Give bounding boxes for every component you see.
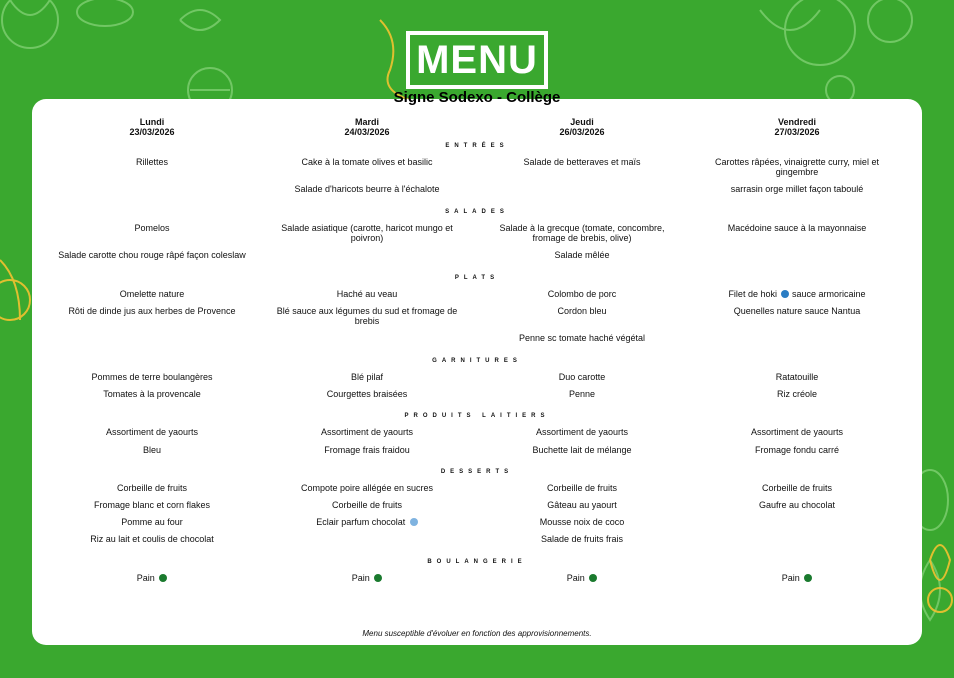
menu-item: Tomates à la provencale xyxy=(103,389,201,399)
menu-item: Penne xyxy=(568,389,596,399)
day-header-vendredi xyxy=(697,117,897,137)
menu-card xyxy=(32,99,922,645)
leaf-badge-icon xyxy=(374,574,382,582)
menu-item-label: Eclair parfum chocolat xyxy=(316,517,406,527)
menu-item: Macédoine sauce à la mayonnaise xyxy=(727,223,867,233)
menu-item-suffix: sauce armoricaine xyxy=(792,289,866,299)
day-date: 26/03/2026 xyxy=(559,127,605,137)
menu-item-pain xyxy=(267,573,467,583)
menu-item: Riz créole xyxy=(776,389,817,399)
section-plats-title: PLATS xyxy=(454,275,500,281)
menu-item-label: Pain xyxy=(136,573,155,583)
menu-item: Rillettes xyxy=(135,157,168,167)
page-subtitle: Signe Sodexo - Collège xyxy=(393,89,561,106)
menu-item: Corbeille de fruits xyxy=(546,483,618,493)
menu-item: Gâteau au yaourt xyxy=(547,500,617,510)
day-name: Mardi xyxy=(354,117,379,127)
menu-item: Salade de betteraves et maïs xyxy=(523,157,641,167)
menu-item: Courgettes braisées xyxy=(326,389,408,399)
day-name: Lundi xyxy=(139,117,165,127)
menu-item-label: Pain xyxy=(351,573,370,583)
menu-item: Corbeille de fruits xyxy=(116,483,188,493)
fish-badge-icon xyxy=(781,290,789,298)
section-salades-title: SALADES xyxy=(445,209,509,215)
menu-item: Bleu xyxy=(142,445,161,455)
section-laitiers-title: PRODUITS LAITIERS xyxy=(404,413,550,419)
section-desserts-title: DESSERTS xyxy=(440,469,514,475)
menu-item: Quenelles nature sauce Nantua xyxy=(733,306,861,316)
day-name: Jeudi xyxy=(570,117,594,127)
menu-item: Corbeille de fruits xyxy=(761,483,833,493)
day-name: Vendredi xyxy=(777,117,816,127)
menu-item-pain xyxy=(697,573,897,583)
menu-item: Salade d'haricots beurre à l'échalote xyxy=(294,184,440,194)
leaf-badge-icon xyxy=(589,574,597,582)
menu-item: Carottes râpées, vinaigrette curry, miel et gingembre xyxy=(715,157,879,177)
menu-item-label: Pain xyxy=(781,573,800,583)
menu-item-pain xyxy=(482,573,682,583)
menu-item: Pommes de terre boulangères xyxy=(91,372,213,382)
section-entrees-title: ENTRÉES xyxy=(445,143,509,149)
menu-item: Riz au lait et coulis de chocolat xyxy=(90,534,214,544)
menu-item: Ratatouille xyxy=(775,372,819,382)
menu-item-label: Filet de hoki xyxy=(728,289,777,299)
menu-item: Omelette nature xyxy=(119,289,185,299)
menu-item: Salade à la grecque (tomate, concombre, fromage de brebis, olive) xyxy=(499,223,665,243)
menu-item-label: Pain xyxy=(566,573,585,583)
menu-item: Pomelos xyxy=(134,223,170,233)
section-boulangerie-title: BOULANGERIE xyxy=(427,559,527,565)
menu-item: Salade mêlée xyxy=(554,250,610,260)
day-date: 27/03/2026 xyxy=(774,127,820,137)
menu-item: Assortiment de yaourts xyxy=(105,427,199,437)
day-header-mardi xyxy=(267,117,467,137)
menu-item: Fromage fondu carré xyxy=(754,445,840,455)
menu-item: sarrasin orge millet façon taboulé xyxy=(730,184,864,194)
leaf-badge-icon xyxy=(804,574,812,582)
menu-item: Penne sc tomate haché végétal xyxy=(518,333,646,343)
menu-item-eclair xyxy=(267,517,467,527)
menu-item: Buchette lait de mélange xyxy=(532,445,632,455)
menu-item: Corbeille de fruits xyxy=(331,500,403,510)
menu-item: Colombo de porc xyxy=(547,289,617,299)
menu-item: Blé sauce aux légumes du sud et fromage de brebis xyxy=(276,306,458,326)
menu-item: Blé pilaf xyxy=(350,372,384,382)
menu-item: Cake à la tomate olives et basilic xyxy=(301,157,433,167)
menu-item: Assortiment de yaourts xyxy=(750,427,844,437)
menu-item: Haché au veau xyxy=(336,289,398,299)
menu-item: Compote poire allégée en sucres xyxy=(300,483,434,493)
menu-item: Gaufre au chocolat xyxy=(758,500,836,510)
menu-item: Duo carotte xyxy=(558,372,606,382)
menu-item: Fromage blanc et corn flakes xyxy=(93,500,211,510)
section-garnitures-title: GARNITURES xyxy=(432,358,522,364)
menu-item: Cordon bleu xyxy=(557,306,607,316)
menu-item: Salade de fruits frais xyxy=(540,534,624,544)
footer-note: Menu susceptible d'évoluer en fonction des approvisionnements. xyxy=(362,629,592,638)
menu-item: Pomme au four xyxy=(121,517,183,527)
menu-item-pain xyxy=(52,573,252,583)
menu-logo: MENU xyxy=(406,31,548,89)
day-date: 24/03/2026 xyxy=(344,127,390,137)
day-header-lundi xyxy=(52,117,252,137)
menu-item: Assortiment de yaourts xyxy=(320,427,414,437)
menu-item: Rôti de dinde jus aux herbes de Provence xyxy=(68,306,236,316)
menu-item-hoki xyxy=(697,289,897,299)
leaf-badge-icon xyxy=(159,574,167,582)
menu-item: Salade asiatique (carotte, haricot mungo et poivron) xyxy=(281,223,453,243)
day-date: 23/03/2026 xyxy=(129,127,175,137)
globe-badge-icon xyxy=(410,518,418,526)
menu-item: Assortiment de yaourts xyxy=(535,427,629,437)
menu-item: Mousse noix de coco xyxy=(539,517,625,527)
menu-item: Fromage frais fraidou xyxy=(324,445,410,455)
menu-item: Salade carotte chou rouge râpé façon coleslaw xyxy=(58,250,246,260)
day-header-jeudi xyxy=(482,117,682,137)
